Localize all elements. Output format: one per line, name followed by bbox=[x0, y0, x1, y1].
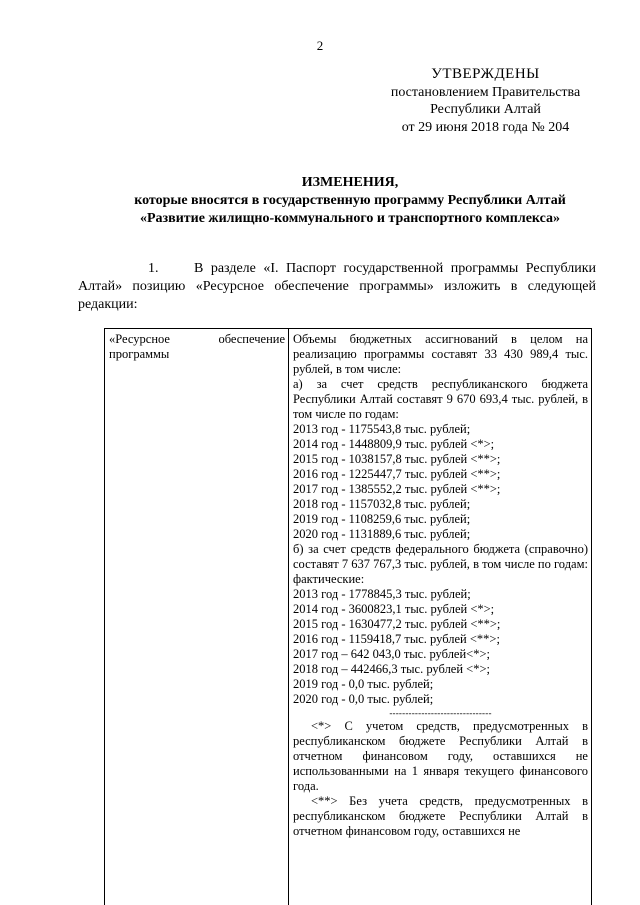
year-line: 2015 год - 1038157,8 тыс. рублей <**>; bbox=[293, 452, 501, 466]
paragraph-number: 1. bbox=[148, 261, 159, 276]
footnote-2: <**> Без учета средств, предусмотренных в республиканском бюджете Республики Алтай в отчетном финансовом году, оставшихся не bbox=[293, 794, 588, 838]
left-cell-word: обеспечение bbox=[218, 332, 285, 346]
title-line: ИЗМЕНЕНИЯ, bbox=[301, 175, 399, 190]
title-line: «Развитие жилищно-коммунального и транспортного комплекса» bbox=[139, 211, 561, 226]
year-line: 2018 год - 1157032,8 тыс. рублей; bbox=[293, 497, 471, 511]
footnote-separator: -------------------------------- bbox=[389, 708, 492, 718]
year-line: 2016 год - 1225447,7 тыс. рублей <**>; bbox=[293, 467, 501, 481]
year-line: 2017 год - 1385552,2 тыс. рублей <**>; bbox=[293, 482, 501, 496]
left-cell-word: «Ресурсное bbox=[109, 332, 170, 346]
title-line: которые вносятся в государственную программу Республики Алтай bbox=[134, 193, 566, 208]
year-line: 2018 год – 442466,3 тыс. рублей <*>; bbox=[293, 662, 490, 676]
left-cell-word: программы bbox=[109, 347, 170, 361]
resource-table bbox=[104, 328, 592, 905]
footnote-1: <*> С учетом средств, предусмотренных в республиканском бюджете Республики Алтай в отчетном финансовом году, оставшихся не использованными на 1 января текущего финансового года. bbox=[293, 719, 588, 793]
paragraph-1 bbox=[78, 260, 596, 314]
document-title bbox=[60, 174, 640, 228]
approval-heading: УТВЕРЖДЕНЫ bbox=[431, 66, 540, 82]
regional-intro: а) за счет средств республиканского бюджета Республики Алтай составят 9 670 693,4 тыс. рублей, в том числе по годам: bbox=[293, 377, 588, 421]
year-line: 2016 год - 1159418,7 тыс. рублей <**>; bbox=[293, 632, 500, 646]
year-line: 2019 год - 0,0 тыс. рублей; bbox=[293, 677, 434, 691]
year-line: 2014 год - 1448809,9 тыс. рублей <*>; bbox=[293, 437, 495, 451]
federal-intro: б) за счет средств федерального бюджета (справочно) составят 7 637 767,3 тыс. рублей, в том числе по годам: фактические: bbox=[293, 542, 588, 586]
year-line: 2020 год - 1131889,6 тыс. рублей; bbox=[293, 527, 471, 541]
year-line: 2020 год - 0,0 тыс. рублей; bbox=[293, 692, 434, 706]
year-line: 2015 год - 1630477,2 тыс. рублей <**>; bbox=[293, 617, 501, 631]
year-line: 2013 год - 1175543,8 тыс. рублей; bbox=[293, 422, 471, 436]
year-line: 2014 год - 3600823,1 тыс. рублей <*>; bbox=[293, 602, 495, 616]
year-line: 2013 год - 1778845,3 тыс. рублей; bbox=[293, 587, 471, 601]
approval-line: Республики Алтай bbox=[430, 102, 541, 117]
paragraph-text: В разделе «I. Паспорт государственной программы Республики Алтай» позицию «Ресурсное обеспечение программы» изложить в следующей редакции: bbox=[78, 261, 596, 312]
approval-line: от 29 июня 2018 года № 204 bbox=[401, 119, 570, 135]
approval-block bbox=[368, 66, 603, 136]
table-left-cell bbox=[105, 329, 289, 905]
table-right-cell bbox=[289, 329, 592, 839]
approval-line: постановлением Правительства bbox=[390, 84, 581, 100]
year-line: 2019 год - 1108259,6 тыс. рублей; bbox=[293, 512, 471, 526]
page-number: 2 bbox=[316, 38, 324, 53]
year-line: 2017 год – 642 043,0 тыс. рублей<*>; bbox=[293, 647, 490, 661]
intro-text: Объемы бюджетных ассигнований в целом на реализацию программы составят 33 430 989,4 тыс. рублей, в том числе: bbox=[293, 332, 588, 376]
